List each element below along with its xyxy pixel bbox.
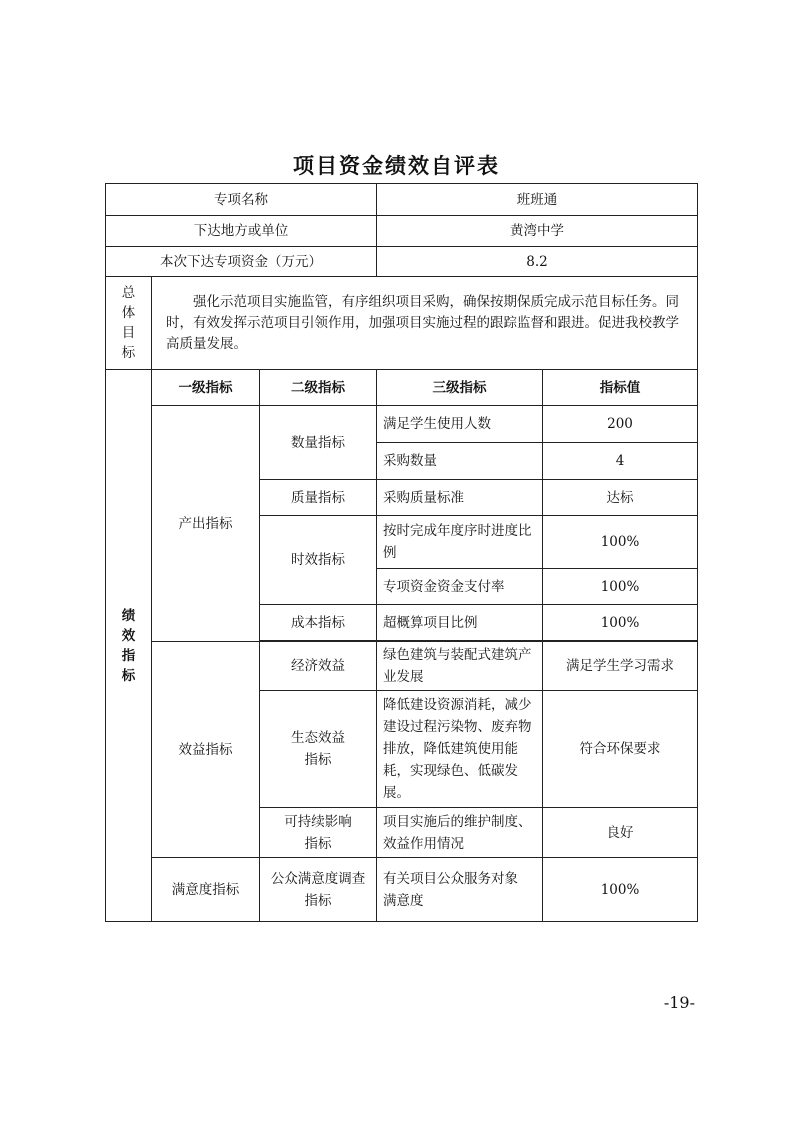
- table-row: [106, 642, 698, 691]
- indicator-name: 有关项目公众服务对象 满意度: [377, 858, 543, 922]
- page-title: 项目资金绩效自评表: [293, 154, 500, 178]
- quality-indicator-label: 质量指标: [260, 480, 377, 516]
- satisfaction-indicator-label: 满意度指标: [152, 858, 260, 922]
- indicator-name: 绿色建筑与装配式建筑产业发展: [377, 642, 543, 691]
- economic-benefit-label: 经济效益: [260, 642, 377, 691]
- public-satisfaction-label: 公众满意度调查 指标: [260, 858, 377, 922]
- indicator-name: 采购数量: [377, 443, 543, 480]
- indicator-value: 4: [543, 443, 698, 480]
- benefit-indicator-label: 效益指标: [152, 642, 260, 858]
- page-number: -19-: [663, 993, 695, 1012]
- timeliness-indicator-label: 时效指标: [260, 516, 377, 605]
- indicator-name: 超概算项目比例: [377, 605, 543, 641]
- table-row: [106, 406, 698, 443]
- sustainable-impact-label: 可持续影响 指标: [260, 808, 377, 858]
- indicator-value: 满足学生学习需求: [543, 642, 698, 691]
- indicator-name: 专项资金资金支付率: [377, 569, 543, 605]
- objective-label: 总 体 目 标: [106, 277, 152, 370]
- project-name-label: 专项名称: [106, 184, 377, 216]
- funds-value: 8.2: [377, 247, 698, 277]
- unit-label: 下达地方或单位: [106, 216, 377, 247]
- unit-value: 黄湾中学: [377, 216, 698, 247]
- row-funds: [106, 247, 698, 277]
- row-unit: [106, 216, 698, 247]
- indicator-value: 符合环保要求: [543, 691, 698, 808]
- indicator-header-row: [106, 370, 698, 406]
- indicator-value: 100%: [543, 858, 698, 922]
- quantity-indicator-label: 数量指标: [260, 406, 377, 480]
- funds-label: 本次下达专项资金（万元）: [106, 247, 377, 277]
- indicator-name: 降低建设资源消耗，减少建设过程污染物、废弃物排放，降低建筑使用能耗，实现绿色、低碳发展。: [377, 691, 543, 808]
- output-indicator-label: 产出指标: [152, 406, 260, 642]
- header-level3: 三级指标: [377, 370, 543, 406]
- project-name-value: 班班通: [377, 184, 698, 216]
- cost-indicator-label: 成本指标: [260, 605, 377, 641]
- header-level2: 二级指标: [260, 370, 377, 406]
- table-row: [106, 858, 698, 922]
- indicator-value: 100%: [543, 605, 698, 641]
- ecological-benefit-label: 生态效益 指标: [260, 691, 377, 808]
- indicator-name: 按时完成年度序时进度比例: [377, 516, 543, 569]
- objective-text: 强化示范项目实施监管，有序组织项目采购，确保按期保质完成示范目标任务。同时，有效发挥示范项目引领作用，加强项目实施过程的跟踪监督和跟进。促进我校教学高质量发展。: [166, 293, 679, 352]
- row-project-name: [106, 184, 698, 216]
- header-level1: 一级指标: [152, 370, 260, 406]
- indicator-value: 100%: [543, 516, 698, 569]
- header-value: 指标值: [543, 370, 698, 406]
- performance-indicators-label: 绩 效 指 标: [106, 370, 152, 922]
- indicator-name: 满足学生使用人数: [377, 406, 543, 443]
- indicator-value: 良好: [543, 808, 698, 858]
- objective-text-cell: [152, 277, 698, 370]
- indicator-value: 200: [543, 406, 698, 443]
- row-objective: [106, 277, 698, 370]
- indicator-name: 项目实施后的维护制度、效益作用情况: [377, 808, 543, 858]
- indicator-value: 达标: [543, 480, 698, 516]
- indicator-name: 采购质量标准: [377, 480, 543, 516]
- evaluation-table: [105, 183, 698, 922]
- indicator-value: 100%: [543, 569, 698, 605]
